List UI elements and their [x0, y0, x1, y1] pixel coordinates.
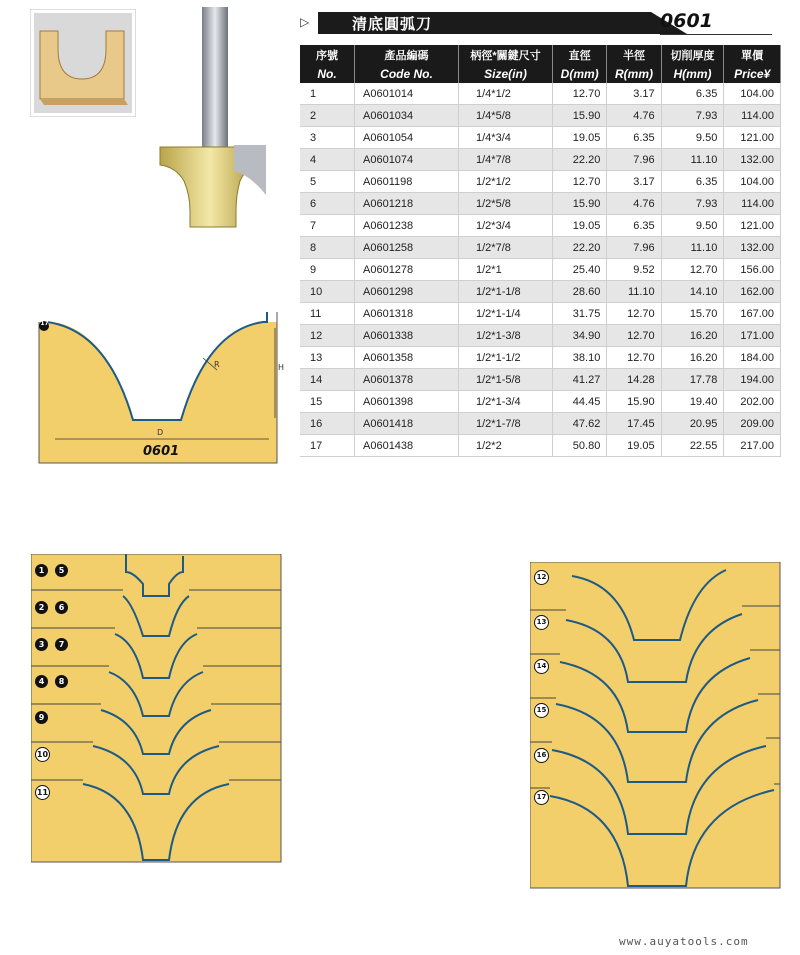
series-code: 0601 — [660, 10, 713, 32]
header-en-4: R(mm) — [607, 64, 661, 83]
table-cell: 202.00 — [724, 391, 781, 413]
table-cell: 104.00 — [724, 171, 781, 193]
profile-marker: 3 — [35, 638, 48, 651]
header-en-3: D(mm) — [553, 64, 607, 83]
diagram-marker: 17 — [40, 320, 49, 327]
table-cell: 2 — [300, 105, 355, 127]
table-cell: 25.40 — [553, 259, 607, 281]
table-cell: 9.50 — [661, 127, 724, 149]
header-cn-4: 半徑 — [607, 45, 661, 64]
table-cell: 20.95 — [661, 413, 724, 435]
table-cell: 7.96 — [607, 149, 661, 171]
table-cell: 9.50 — [661, 215, 724, 237]
table-cell: 31.75 — [553, 303, 607, 325]
profile-stack-right — [530, 562, 782, 890]
table-cell: A0601438 — [355, 435, 459, 457]
table-cell: 1/4*3/4 — [459, 127, 553, 149]
spec-table-body — [300, 83, 781, 457]
table-cell: 1/2*1-1/2 — [459, 347, 553, 369]
table-cell: 6 — [300, 193, 355, 215]
profile-marker: 2 — [35, 601, 48, 614]
table-cell: 41.27 — [553, 369, 607, 391]
table-cell: 3 — [300, 127, 355, 149]
table-row — [300, 193, 781, 215]
profile-sample-image — [30, 9, 136, 117]
table-cell: 1/2*1/2 — [459, 171, 553, 193]
table-cell: 12.70 — [607, 325, 661, 347]
table-row — [300, 369, 781, 391]
table-cell: 7.93 — [661, 193, 724, 215]
table-cell: 16.20 — [661, 325, 724, 347]
table-cell: 162.00 — [724, 281, 781, 303]
table-cell: 6.35 — [661, 171, 724, 193]
profile-marker: 17 — [534, 790, 549, 805]
table-cell: 15.90 — [553, 105, 607, 127]
profile-marker: 16 — [534, 748, 549, 763]
table-cell: 9 — [300, 259, 355, 281]
profile-marker: 10 — [35, 747, 50, 762]
table-row — [300, 413, 781, 435]
table-cell: A0601218 — [355, 193, 459, 215]
table-cell: 17.78 — [661, 369, 724, 391]
table-cell: 19.05 — [607, 435, 661, 457]
table-cell: A0601278 — [355, 259, 459, 281]
table-cell: 121.00 — [724, 127, 781, 149]
table-cell: 1/2*1-3/8 — [459, 325, 553, 347]
header-cn-0: 序號 — [300, 45, 355, 64]
table-cell: 1/4*5/8 — [459, 105, 553, 127]
table-cell: A0601378 — [355, 369, 459, 391]
header-en-6: Price¥ — [724, 64, 781, 83]
table-cell: A0601034 — [355, 105, 459, 127]
table-cell: 6.35 — [607, 127, 661, 149]
table-cell: 11.10 — [661, 237, 724, 259]
table-cell: 5 — [300, 171, 355, 193]
table-cell: 132.00 — [724, 237, 781, 259]
table-cell: 1/4*1/2 — [459, 83, 553, 105]
table-cell: 7.93 — [661, 105, 724, 127]
header-cn-6: 單價 — [724, 45, 781, 64]
table-cell: 1 — [300, 83, 355, 105]
table-cell: 22.55 — [661, 435, 724, 457]
table-cell: 1/2*1-3/4 — [459, 391, 553, 413]
table-cell: 217.00 — [724, 435, 781, 457]
profile-marker: 7 — [55, 638, 68, 651]
table-cell: 132.00 — [724, 149, 781, 171]
table-cell: 12.70 — [607, 303, 661, 325]
table-cell: A0601238 — [355, 215, 459, 237]
spec-table — [300, 45, 781, 457]
table-cell: A0601198 — [355, 171, 459, 193]
table-cell: A0601318 — [355, 303, 459, 325]
profile-marker: 13 — [534, 615, 549, 630]
website-watermark: www.auyatools.com — [619, 935, 749, 948]
product-title: 清底圓弧刀 — [352, 15, 433, 33]
table-cell: 1/2*1-5/8 — [459, 369, 553, 391]
table-cell: 12.70 — [607, 347, 661, 369]
table-cell: 28.60 — [553, 281, 607, 303]
table-cell: 50.80 — [553, 435, 607, 457]
profile-marker: 9 — [35, 711, 48, 724]
label-d: D — [157, 428, 164, 437]
table-cell: 104.00 — [724, 83, 781, 105]
table-cell: 15.70 — [661, 303, 724, 325]
table-cell: A0601258 — [355, 237, 459, 259]
table-cell: 114.00 — [724, 193, 781, 215]
table-row — [300, 303, 781, 325]
header-cn-1: 產品編碼 — [355, 45, 459, 64]
table-row — [300, 259, 781, 281]
table-row — [300, 105, 781, 127]
table-row — [300, 237, 781, 259]
profile-marks-left — [31, 554, 151, 864]
table-row — [300, 435, 781, 457]
table-cell: 19.40 — [661, 391, 724, 413]
table-row — [300, 215, 781, 237]
table-cell: 11.10 — [607, 281, 661, 303]
table-cell: 9.52 — [607, 259, 661, 281]
header-row-chinese — [300, 45, 781, 64]
table-cell: 12.70 — [661, 259, 724, 281]
table-cell: 47.62 — [553, 413, 607, 435]
profile-marks-right — [530, 562, 570, 890]
table-cell: A0601398 — [355, 391, 459, 413]
table-cell: 1/2*2 — [459, 435, 553, 457]
table-cell: 1/2*1 — [459, 259, 553, 281]
table-cell: 34.90 — [553, 325, 607, 347]
table-cell: 4 — [300, 149, 355, 171]
table-cell: A0601074 — [355, 149, 459, 171]
title-band — [300, 8, 780, 38]
table-cell: A0601054 — [355, 127, 459, 149]
table-row — [300, 281, 781, 303]
label-r: R — [214, 360, 220, 369]
table-cell: 194.00 — [724, 369, 781, 391]
profile-marker: 6 — [55, 601, 68, 614]
table-cell: 6.35 — [661, 83, 724, 105]
router-bit-image — [150, 5, 270, 235]
table-cell: A0601418 — [355, 413, 459, 435]
table-cell: A0601298 — [355, 281, 459, 303]
table-cell: 6.35 — [607, 215, 661, 237]
table-cell: 1/2*3/4 — [459, 215, 553, 237]
table-cell: 44.45 — [553, 391, 607, 413]
label-h: H — [278, 363, 285, 372]
table-cell: 1/4*7/8 — [459, 149, 553, 171]
profile-marker: 4 — [35, 675, 48, 688]
table-cell: 14.10 — [661, 281, 724, 303]
table-cell: 1/2*7/8 — [459, 237, 553, 259]
header-cn-3: 直徑 — [553, 45, 607, 64]
table-cell: A0601358 — [355, 347, 459, 369]
table-cell: 13 — [300, 347, 355, 369]
table-cell: 38.10 — [553, 347, 607, 369]
table-cell: 22.20 — [553, 237, 607, 259]
table-cell: 12.70 — [553, 171, 607, 193]
table-cell: 1/2*1-1/4 — [459, 303, 553, 325]
table-cell: 1/2*1-1/8 — [459, 281, 553, 303]
table-row — [300, 83, 781, 105]
table-row — [300, 347, 781, 369]
table-cell: 14 — [300, 369, 355, 391]
table-cell: 3.17 — [607, 83, 661, 105]
table-cell: 1/2*5/8 — [459, 193, 553, 215]
table-cell: 22.20 — [553, 149, 607, 171]
table-row — [300, 127, 781, 149]
header-cn-2: 柄徑*關鍵尺寸 — [459, 45, 553, 64]
table-cell: 114.00 — [724, 105, 781, 127]
table-cell: 209.00 — [724, 413, 781, 435]
title-underline — [660, 34, 772, 35]
table-cell: 14.28 — [607, 369, 661, 391]
header-en-1: Code No. — [355, 64, 459, 83]
table-cell: A0601014 — [355, 83, 459, 105]
table-cell: 4.76 — [607, 105, 661, 127]
table-cell: 10 — [300, 281, 355, 303]
table-cell: 1/2*1-7/8 — [459, 413, 553, 435]
header-cn-5: 切削厚度 — [661, 45, 724, 64]
table-cell: 3.17 — [607, 171, 661, 193]
profile-marker: 8 — [55, 675, 68, 688]
table-cell: 19.05 — [553, 215, 607, 237]
table-cell: 17.45 — [607, 413, 661, 435]
profile-marker: 11 — [35, 785, 50, 800]
table-row — [300, 391, 781, 413]
profile-marker: 15 — [534, 703, 549, 718]
table-cell: 12 — [300, 325, 355, 347]
table-cell: 121.00 — [724, 215, 781, 237]
table-cell: 17 — [300, 435, 355, 457]
table-cell: 16 — [300, 413, 355, 435]
table-row — [300, 171, 781, 193]
table-cell: A0601338 — [355, 325, 459, 347]
table-cell: 4.76 — [607, 193, 661, 215]
table-cell: 16.20 — [661, 347, 724, 369]
table-cell: 184.00 — [724, 347, 781, 369]
table-cell: 15.90 — [607, 391, 661, 413]
table-cell: 15 — [300, 391, 355, 413]
profile-marker: 12 — [534, 570, 549, 585]
profile-marker: 14 — [534, 659, 549, 674]
diagram-caption: 0601 — [143, 444, 180, 459]
header-en-5: H(mm) — [661, 64, 724, 83]
profile-marker: 1 — [35, 564, 48, 577]
table-cell: 12.70 — [553, 83, 607, 105]
table-cell: 171.00 — [724, 325, 781, 347]
table-cell: 11 — [300, 303, 355, 325]
table-cell: 7.96 — [607, 237, 661, 259]
table-row — [300, 149, 781, 171]
table-cell: 11.10 — [661, 149, 724, 171]
dimension-diagram — [35, 308, 295, 468]
header-row-english — [300, 64, 781, 83]
table-cell: 15.90 — [553, 193, 607, 215]
header-en-0: No. — [300, 64, 355, 83]
table-cell: 8 — [300, 237, 355, 259]
profile-stack-left — [31, 554, 283, 864]
profile-marker: 5 — [55, 564, 68, 577]
table-cell: 19.05 — [553, 127, 607, 149]
arrow-icon: ▷ — [300, 15, 310, 29]
header-en-2: Size(in) — [459, 64, 553, 83]
table-cell: 167.00 — [724, 303, 781, 325]
table-cell: 156.00 — [724, 259, 781, 281]
table-row — [300, 325, 781, 347]
table-cell: 7 — [300, 215, 355, 237]
